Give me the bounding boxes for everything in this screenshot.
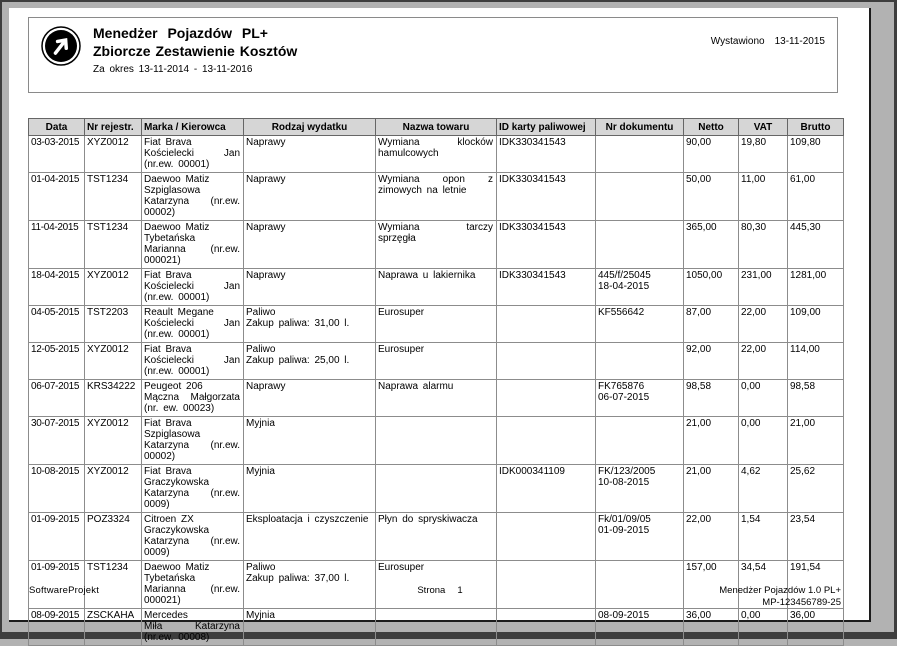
cell-nr-rejestr-line: XYZ0012 — [87, 466, 129, 477]
cell-netto-line: 157,00 — [686, 562, 717, 573]
cell-brutto — [788, 513, 844, 561]
cell-data-line: 18-04-2015 — [31, 270, 80, 281]
cell-nazwa-towaru — [376, 465, 497, 513]
cell-marka-kierowca — [142, 343, 244, 380]
cell-id-karty — [497, 221, 596, 269]
issued-label: Wystawiono — [710, 36, 765, 47]
column-header: Netto — [684, 119, 739, 136]
cell-data-line: 08-09-2015 — [31, 610, 80, 621]
cell-marka-kierowca-line: Kościelecki Jan (nr.ew. 00001) — [144, 355, 240, 377]
cell-data-line: 06-07-2015 — [31, 381, 80, 392]
column-header: Marka / Kierowca — [142, 119, 244, 136]
cell-vat-line: 231,00 — [741, 270, 772, 281]
cell-rodzaj-wydatku — [244, 465, 376, 513]
table-row — [29, 417, 844, 465]
footer-license-id: MP-123456789-25 — [762, 597, 841, 608]
cell-rodzaj-wydatku-line: Eksploatacja i czyszczenie — [246, 514, 369, 525]
table-row — [29, 380, 844, 417]
cell-rodzaj-wydatku — [244, 221, 376, 269]
cell-nr-rejestr — [85, 343, 142, 380]
cell-brutto-line: 61,00 — [790, 174, 816, 185]
table-row — [29, 465, 844, 513]
report-period: Za okres 13-11-2014 - 13-11-2016 — [93, 64, 253, 75]
column-header: VAT — [739, 119, 788, 136]
cell-marka-kierowca-line: Miła Katarzyna (nr.ew. 00008) — [144, 621, 240, 643]
table-row — [29, 609, 844, 646]
cell-rodzaj-wydatku-line: Naprawy — [246, 174, 286, 185]
cell-data-line: 10-08-2015 — [31, 466, 80, 477]
cell-data — [29, 513, 85, 561]
cell-brutto — [788, 136, 844, 173]
cell-vat-line: 19,80 — [741, 137, 767, 148]
cell-nr-dokumentu — [596, 513, 684, 561]
cell-marka-kierowca-line: Fiat Brava — [144, 270, 192, 281]
cell-netto-line: 87,00 — [686, 307, 712, 318]
cell-marka-kierowca-line: Graczykowska Katarzyna (nr.ew. 0009) — [144, 477, 240, 510]
cell-brutto — [788, 465, 844, 513]
column-header: Brutto — [788, 119, 844, 136]
cell-data-line: 01-09-2015 — [31, 562, 80, 573]
cell-vat — [739, 221, 788, 269]
cell-vat — [739, 136, 788, 173]
cell-nr-dokumentu-line: FK765876 — [598, 381, 645, 392]
cell-nr-dokumentu-line: 445/f/25045 — [598, 270, 651, 281]
cell-brutto-line: 25,62 — [790, 466, 816, 477]
cell-netto — [684, 609, 739, 646]
cell-nazwa-towaru-line: Wymiana opon z zimowych na letnie — [378, 174, 493, 196]
cell-marka-kierowca-line: Szpiglasowa Katarzyna (nr.ew. 00002) — [144, 429, 240, 462]
cell-data-line: 01-04-2015 — [31, 174, 80, 185]
cell-brutto — [788, 609, 844, 646]
cell-vat — [739, 380, 788, 417]
cell-rodzaj-wydatku-line: Paliwo — [246, 562, 276, 573]
cell-data — [29, 269, 85, 306]
cell-data — [29, 306, 85, 343]
app-logo-icon — [41, 26, 81, 66]
cell-id-karty — [497, 136, 596, 173]
cell-marka-kierowca — [142, 465, 244, 513]
cell-id-karty — [497, 513, 596, 561]
cell-marka-kierowca-line: Kościelecki Jan (nr.ew. 00001) — [144, 281, 240, 303]
cell-data-line: 03-03-2015 — [31, 137, 80, 148]
cell-rodzaj-wydatku-line: Zakup paliwa: 31,00 l. — [246, 318, 350, 329]
cell-nr-rejestr-line: POZ3324 — [87, 514, 130, 525]
cell-brutto-line: 445,30 — [790, 222, 821, 233]
cell-rodzaj-wydatku — [244, 609, 376, 646]
cell-nazwa-towaru-line: Wymiana tarczy sprzęgła — [378, 222, 493, 244]
cell-marka-kierowca-line: Daewoo Matiz — [144, 174, 210, 185]
cell-rodzaj-wydatku — [244, 513, 376, 561]
cell-marka-kierowca-line: Fiat Brava — [144, 344, 192, 355]
page-label: Strona — [417, 585, 446, 596]
cell-data-line: 30-07-2015 — [31, 418, 80, 429]
cell-nr-dokumentu — [596, 136, 684, 173]
cell-nr-dokumentu — [596, 221, 684, 269]
cell-nr-dokumentu — [596, 380, 684, 417]
cell-vat — [739, 173, 788, 221]
cell-nr-dokumentu-line: 10-08-2015 — [598, 477, 650, 488]
cell-nazwa-towaru-line: Eurosuper — [378, 307, 425, 318]
cell-netto — [684, 221, 739, 269]
cell-nr-dokumentu — [596, 609, 684, 646]
cell-nazwa-towaru — [376, 380, 497, 417]
cell-rodzaj-wydatku-line: Naprawy — [246, 137, 286, 148]
cell-data-line: 04-05-2015 — [31, 307, 80, 318]
cell-netto-line: 50,00 — [686, 174, 712, 185]
cell-nazwa-towaru — [376, 136, 497, 173]
cell-vat — [739, 269, 788, 306]
cell-nazwa-towaru — [376, 609, 497, 646]
cell-marka-kierowca-line: Kościelecki Jan (nr.ew. 00001) — [144, 148, 240, 170]
cell-nr-rejestr-line: KRS34222 — [87, 381, 136, 392]
cell-rodzaj-wydatku-line: Paliwo — [246, 307, 276, 318]
cell-nr-rejestr — [85, 173, 142, 221]
cell-brutto-line: 21,00 — [790, 418, 816, 429]
table-row — [29, 513, 844, 561]
cell-nr-rejestr — [85, 417, 142, 465]
table-row — [29, 221, 844, 269]
cell-data — [29, 380, 85, 417]
cell-rodzaj-wydatku-line: Paliwo — [246, 344, 276, 355]
cell-netto — [684, 136, 739, 173]
cell-id-karty-line: IDK000341109 — [499, 466, 565, 477]
cell-netto-line: 36,00 — [686, 610, 712, 621]
footer-app-name: Menedżer Pojazdów 1.0 PL+ — [719, 585, 841, 596]
table-header-row — [29, 119, 844, 136]
cell-vat-line: 0,00 — [741, 381, 761, 392]
cell-marka-kierowca — [142, 221, 244, 269]
cell-nazwa-towaru — [376, 513, 497, 561]
cell-netto-line: 1050,00 — [686, 270, 723, 281]
cell-nr-rejestr — [85, 380, 142, 417]
cell-nr-dokumentu — [596, 465, 684, 513]
cell-netto — [684, 343, 739, 380]
cell-nr-rejestr-line: TST1234 — [87, 174, 129, 185]
app-title: Menedżer Pojazdów PL+ — [93, 25, 268, 41]
cell-brutto — [788, 269, 844, 306]
cell-nr-rejestr — [85, 609, 142, 646]
cell-nr-dokumentu — [596, 343, 684, 380]
cell-netto — [684, 306, 739, 343]
cell-rodzaj-wydatku — [244, 269, 376, 306]
cell-nazwa-towaru-line: Naprawa u lakiernika — [378, 270, 476, 281]
cell-marka-kierowca — [142, 380, 244, 417]
column-header: ID karty paliwowej — [497, 119, 596, 136]
cell-brutto-line: 23,54 — [790, 514, 816, 525]
page-number: 1 — [457, 585, 463, 596]
cell-marka-kierowca-line: Citroen ZX — [144, 514, 194, 525]
cell-data — [29, 417, 85, 465]
cell-vat-line: 11,00 — [741, 174, 766, 185]
cell-marka-kierowca — [142, 417, 244, 465]
cell-nr-rejestr-line: TST2203 — [87, 307, 129, 318]
cell-brutto-line: 109,80 — [790, 137, 821, 148]
cell-netto-line: 90,00 — [686, 137, 712, 148]
cell-nazwa-towaru — [376, 221, 497, 269]
cell-marka-kierowca-line: Graczykowska Katarzyna (nr.ew. 0009) — [144, 525, 240, 558]
cell-marka-kierowca-line: Fiat Brava — [144, 418, 192, 429]
cell-vat — [739, 306, 788, 343]
column-header: Nr dokumentu — [596, 119, 684, 136]
cell-marka-kierowca-line: Daewoo Matiz — [144, 562, 210, 573]
cell-nr-dokumentu-line: 18-04-2015 — [598, 281, 650, 292]
cell-vat — [739, 465, 788, 513]
cell-vat — [739, 609, 788, 646]
cell-marka-kierowca-line: Fiat Brava — [144, 466, 192, 477]
cell-rodzaj-wydatku-line: Naprawy — [246, 381, 286, 392]
cell-netto-line: 98,58 — [686, 381, 712, 392]
cell-data — [29, 465, 85, 513]
cell-vat-line: 80,30 — [741, 222, 767, 233]
cell-nr-dokumentu — [596, 306, 684, 343]
cell-nr-rejestr-line: TST1234 — [87, 562, 129, 573]
cell-id-karty-line: IDK330341543 — [499, 174, 566, 185]
cell-brutto-line: 191,54 — [790, 562, 821, 573]
cell-brutto — [788, 343, 844, 380]
cell-data-line: 01-09-2015 — [31, 514, 80, 525]
cell-rodzaj-wydatku-line: Myjnia — [246, 418, 275, 429]
report-title: Zbiorcze Zestawienie Kosztów — [93, 43, 298, 59]
cell-netto — [684, 173, 739, 221]
cell-rodzaj-wydatku-line: Zakup paliwa: 25,00 l. — [246, 355, 350, 366]
cell-rodzaj-wydatku — [244, 306, 376, 343]
issued-date — [711, 36, 825, 47]
cell-nr-dokumentu — [596, 173, 684, 221]
cell-nr-dokumentu — [596, 269, 684, 306]
table-row — [29, 269, 844, 306]
cell-id-karty — [497, 173, 596, 221]
cell-data — [29, 609, 85, 646]
cell-vat — [739, 417, 788, 465]
footer-vendor: SoftwareProjekt — [29, 585, 100, 596]
cell-brutto-line: 98,58 — [790, 381, 816, 392]
cell-rodzaj-wydatku — [244, 417, 376, 465]
cell-nazwa-towaru — [376, 343, 497, 380]
cell-brutto — [788, 306, 844, 343]
column-header: Nazwa towaru — [376, 119, 497, 136]
cell-netto — [684, 465, 739, 513]
cell-id-karty — [497, 269, 596, 306]
table-row — [29, 306, 844, 343]
cell-data — [29, 221, 85, 269]
cell-vat-line: 22,00 — [741, 307, 767, 318]
cell-vat-line: 0,00 — [741, 610, 761, 621]
cell-data — [29, 173, 85, 221]
cell-nr-rejestr — [85, 306, 142, 343]
cell-nr-dokumentu-line: 08-09-2015 — [598, 610, 650, 621]
cell-brutto — [788, 173, 844, 221]
cell-brutto-line: 36,00 — [790, 610, 816, 621]
cell-netto-line: 21,00 — [686, 466, 712, 477]
column-header: Nr rejestr. — [85, 119, 142, 136]
cell-rodzaj-wydatku-line: Myjnia — [246, 466, 275, 477]
cell-vat-line: 4,62 — [741, 466, 761, 477]
cell-marka-kierowca-line: Szpiglasowa Katarzyna (nr.ew. 00002) — [144, 185, 240, 218]
cell-brutto — [788, 417, 844, 465]
cell-nr-dokumentu — [596, 417, 684, 465]
cell-nr-rejestr-line: XYZ0012 — [87, 344, 129, 355]
table-row — [29, 343, 844, 380]
cell-nr-rejestr-line: XYZ0012 — [87, 418, 129, 429]
cell-id-karty — [497, 380, 596, 417]
cell-id-karty — [497, 343, 596, 380]
issued-value: 13-11-2015 — [774, 36, 825, 47]
footer-app-info — [719, 585, 841, 609]
cell-rodzaj-wydatku-line: Zakup paliwa: 37,00 l. — [246, 573, 350, 584]
cell-nazwa-towaru-line: Wymiana klocków hamulcowych — [378, 137, 493, 159]
cell-netto — [684, 380, 739, 417]
cell-rodzaj-wydatku — [244, 380, 376, 417]
table-body — [29, 136, 844, 646]
cell-id-karty — [497, 609, 596, 646]
cell-nazwa-towaru-line: Płyn do spryskiwacza — [378, 514, 478, 525]
cell-brutto-line: 1281,00 — [790, 270, 827, 281]
column-header: Data — [29, 119, 85, 136]
report-page — [9, 8, 871, 643]
cell-marka-kierowca-line: Daewoo Matiz — [144, 222, 210, 233]
cell-vat — [739, 343, 788, 380]
cell-rodzaj-wydatku-line: Naprawy — [246, 270, 286, 281]
cell-vat-line: 34,54 — [741, 562, 767, 573]
cell-marka-kierowca-line: Mercedes — [144, 610, 188, 621]
cell-nr-dokumentu-line: Fk/01/09/05 — [598, 514, 651, 525]
cell-marka-kierowca — [142, 136, 244, 173]
cell-data — [29, 136, 85, 173]
cell-id-karty-line: IDK330341543 — [499, 270, 566, 281]
cell-marka-kierowca-line: Mączna Małgorzata (nr. ew. 00023) — [144, 392, 240, 414]
cell-rodzaj-wydatku-line: Naprawy — [246, 222, 286, 233]
cell-vat — [739, 513, 788, 561]
cell-rodzaj-wydatku — [244, 173, 376, 221]
table-row — [29, 173, 844, 221]
cell-nazwa-towaru-line: Eurosuper — [378, 562, 425, 573]
cell-vat-line: 1,54 — [741, 514, 761, 525]
cell-marka-kierowca-line: Kościelecki Jan (nr.ew. 00001) — [144, 318, 240, 340]
cell-vat-line: 22,00 — [741, 344, 767, 355]
cell-nr-dokumentu-line: 01-09-2015 — [598, 525, 650, 536]
table-row — [29, 136, 844, 173]
cell-nr-dokumentu-line: KF556642 — [598, 307, 645, 318]
column-header: Rodzaj wydatku — [244, 119, 376, 136]
cell-nr-rejestr — [85, 465, 142, 513]
cell-data-line: 11-04-2015 — [31, 222, 79, 233]
costs-table — [28, 118, 844, 646]
cell-nazwa-towaru — [376, 269, 497, 306]
cell-id-karty-line: IDK330341543 — [499, 222, 566, 233]
cell-marka-kierowca-line: Tybetańska Marianna (nr.ew. 000021) — [144, 233, 240, 266]
cell-netto-line: 365,00 — [686, 222, 717, 233]
cell-marka-kierowca — [142, 513, 244, 561]
cell-data — [29, 343, 85, 380]
cell-data-line: 12-05-2015 — [31, 344, 80, 355]
report-header — [28, 17, 838, 93]
cell-id-karty — [497, 417, 596, 465]
cell-rodzaj-wydatku — [244, 343, 376, 380]
cell-nr-dokumentu-line: 06-07-2015 — [598, 392, 650, 403]
cell-id-karty — [497, 306, 596, 343]
cell-netto-line: 22,00 — [686, 514, 712, 525]
cell-nr-rejestr-line: TST1234 — [87, 222, 129, 233]
cell-id-karty — [497, 465, 596, 513]
cell-brutto — [788, 380, 844, 417]
cell-marka-kierowca-line: Peugeot 206 — [144, 381, 203, 392]
cell-brutto-line: 109,00 — [790, 307, 821, 318]
cell-netto — [684, 417, 739, 465]
cell-nr-rejestr — [85, 136, 142, 173]
cell-rodzaj-wydatku — [244, 136, 376, 173]
cell-nr-dokumentu-line: FK/123/2005 — [598, 466, 656, 477]
cell-marka-kierowca-line: Tybetańska Marianna (nr.ew. 000021) — [144, 573, 240, 606]
cell-nr-rejestr — [85, 221, 142, 269]
cell-nazwa-towaru — [376, 173, 497, 221]
cell-nazwa-towaru — [376, 417, 497, 465]
cell-netto-line: 21,00 — [686, 418, 712, 429]
cell-nazwa-towaru-line: Eurosuper — [378, 344, 425, 355]
cell-vat-line: 0,00 — [741, 418, 761, 429]
cell-marka-kierowca-line: Fiat Brava — [144, 137, 192, 148]
cell-rodzaj-wydatku-line: Myjnia — [246, 610, 275, 621]
cell-marka-kierowca — [142, 306, 244, 343]
cell-brutto — [788, 221, 844, 269]
cell-nazwa-towaru-line: Naprawa alarmu — [378, 381, 454, 392]
cell-netto — [684, 513, 739, 561]
cell-marka-kierowca — [142, 269, 244, 306]
cell-brutto-line: 114,00 — [790, 344, 820, 355]
cell-marka-kierowca — [142, 173, 244, 221]
cell-nr-rejestr — [85, 269, 142, 306]
cell-netto — [684, 269, 739, 306]
cell-id-karty-line: IDK330341543 — [499, 137, 566, 148]
cell-netto-line: 92,00 — [686, 344, 712, 355]
cell-nazwa-towaru — [376, 306, 497, 343]
cell-nr-rejestr-line: ZSCKAHA — [87, 610, 135, 621]
cell-marka-kierowca-line: Reault Megane — [144, 307, 214, 318]
cell-nr-rejestr-line: XYZ0012 — [87, 270, 129, 281]
cell-marka-kierowca — [142, 609, 244, 646]
cell-nr-rejestr-line: XYZ0012 — [87, 137, 129, 148]
cell-nr-rejestr — [85, 513, 142, 561]
